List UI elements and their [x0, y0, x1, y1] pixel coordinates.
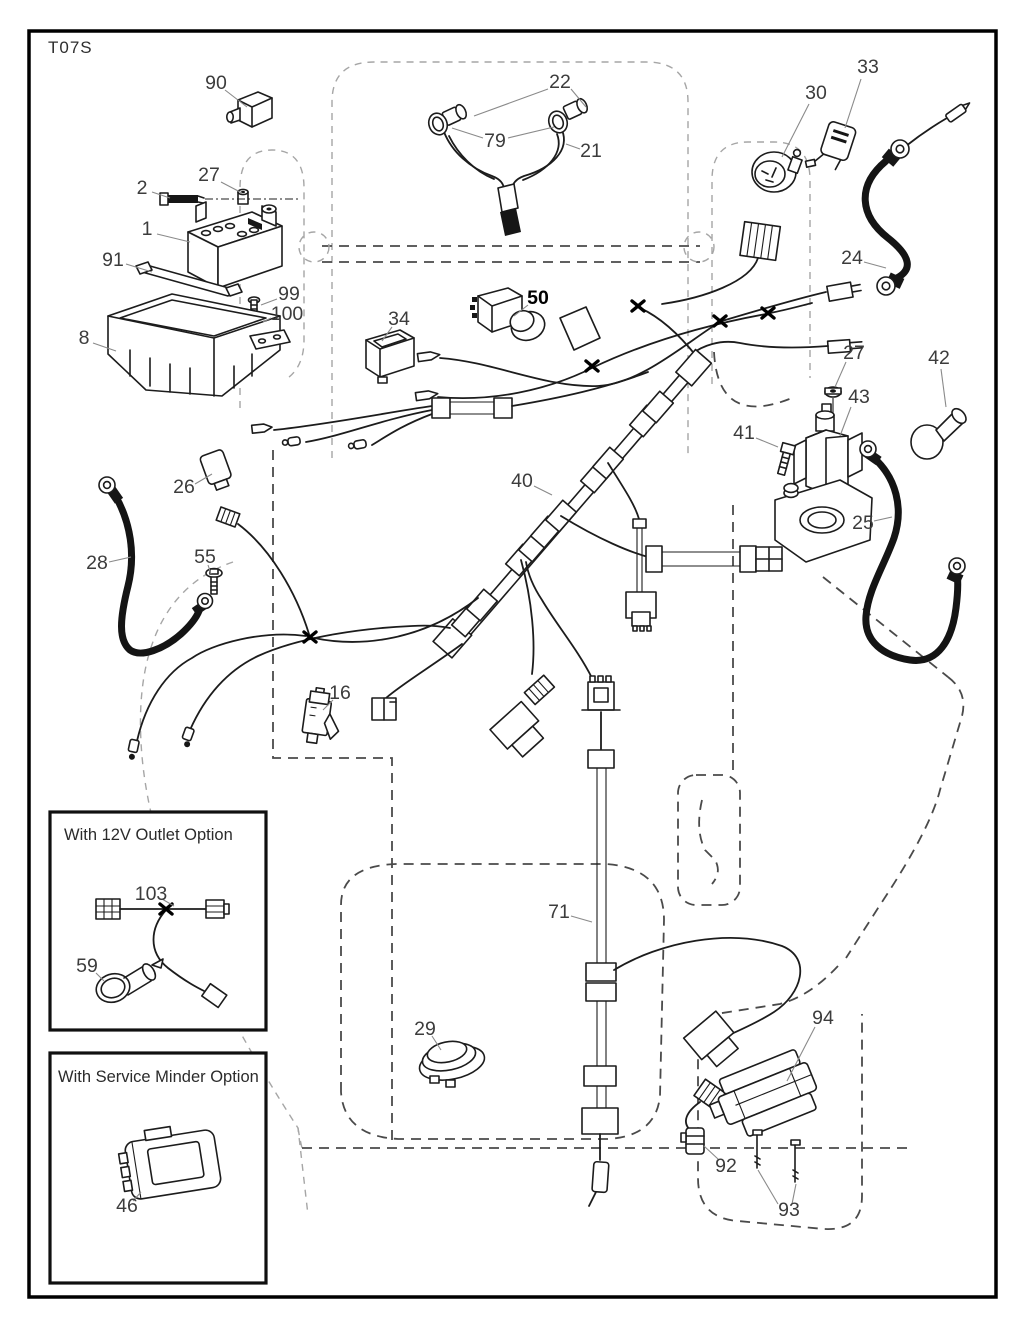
option-box-12v-title: With 12V Outlet Option [64, 826, 233, 844]
part-number-label: 22 [549, 71, 571, 94]
leader-line [758, 1170, 778, 1204]
part-30-ignition-switch [752, 150, 802, 192]
part-43-solenoid [775, 387, 872, 562]
part-number-label: 2 [136, 177, 148, 200]
part-24-battery-cable [865, 100, 972, 295]
leader-line [941, 369, 946, 407]
leader-line [157, 234, 190, 242]
part-number-label: 91 [102, 249, 124, 272]
part-number-label: 46 [116, 1195, 138, 1218]
part-41-bolt [775, 443, 796, 476]
leader-line [835, 362, 846, 387]
part-number-label: 92 [715, 1155, 737, 1178]
part-1-battery [188, 202, 282, 288]
leader-line [782, 104, 809, 157]
part-8-battery-box [108, 294, 290, 396]
part-55-screw [206, 569, 222, 594]
part-number-label: 27 [198, 164, 220, 187]
leader-line [845, 79, 861, 128]
option-box-service-minder [50, 1053, 266, 1283]
leader-line [840, 407, 851, 436]
part-2-bolt [160, 193, 204, 205]
part-number-label: 24 [841, 247, 863, 270]
part-25-ground-cable [860, 441, 965, 660]
part-number-label: 34 [388, 308, 410, 331]
part-number-label: 1 [141, 218, 153, 241]
part-number-label: 27 [843, 342, 865, 365]
part-number-label: 16 [329, 682, 351, 705]
part-number-label: 94 [812, 1007, 834, 1030]
part-number-label: 42 [928, 347, 950, 370]
leader-line [109, 557, 131, 562]
part-40-main-harness [126, 349, 782, 760]
option-box-service-minder-title: With Service Minder Option [58, 1068, 259, 1086]
leader-line [566, 144, 580, 149]
part-number-label: 8 [78, 327, 90, 350]
part-number-label: 100 [270, 303, 304, 326]
leader-line [864, 262, 886, 268]
part-number-label: 43 [848, 386, 870, 409]
part-number-label: 99 [278, 283, 300, 306]
part-26-fuse [199, 449, 234, 492]
part-number-label: 29 [414, 1018, 436, 1041]
part-number-label: 26 [173, 476, 195, 499]
part-number-label: 41 [733, 422, 755, 445]
part-number-label: 28 [86, 552, 108, 575]
part-number-label: 50 [527, 287, 549, 310]
upper-inline-connector [252, 372, 648, 450]
bulb-22-right [563, 97, 590, 120]
leader-line [534, 486, 552, 495]
part-29-horn [416, 1038, 487, 1087]
part-27-terminal-screw [205, 189, 300, 204]
part-21-headlight-harness [426, 97, 590, 236]
leader-line [221, 182, 242, 193]
part-number-label: 79 [484, 130, 506, 153]
leader-line [452, 128, 483, 138]
part-number-label: 93 [778, 1199, 800, 1222]
part-number-label: 21 [580, 140, 602, 163]
leader-line [508, 127, 554, 138]
leader-line [756, 438, 778, 447]
part-42-boot [911, 406, 969, 459]
leader-line [571, 916, 592, 922]
part-number-label: 71 [548, 901, 570, 924]
part-33-fuse [804, 117, 857, 178]
part-number-label: 55 [194, 546, 216, 569]
part-number-label: 103 [134, 883, 168, 906]
diagram-code: T07S [48, 38, 93, 57]
part-number-label: 30 [805, 82, 827, 105]
part-number-label: 33 [857, 56, 879, 79]
part-34-switch [366, 330, 414, 383]
option-box-12v-outlet [50, 812, 266, 1030]
leader-line [874, 517, 892, 521]
part-number-label: 40 [511, 470, 533, 493]
part-number-label: 25 [852, 512, 874, 535]
part-number-label: 90 [205, 72, 227, 95]
leader-line [474, 89, 548, 116]
part-number-label: 59 [76, 955, 98, 978]
